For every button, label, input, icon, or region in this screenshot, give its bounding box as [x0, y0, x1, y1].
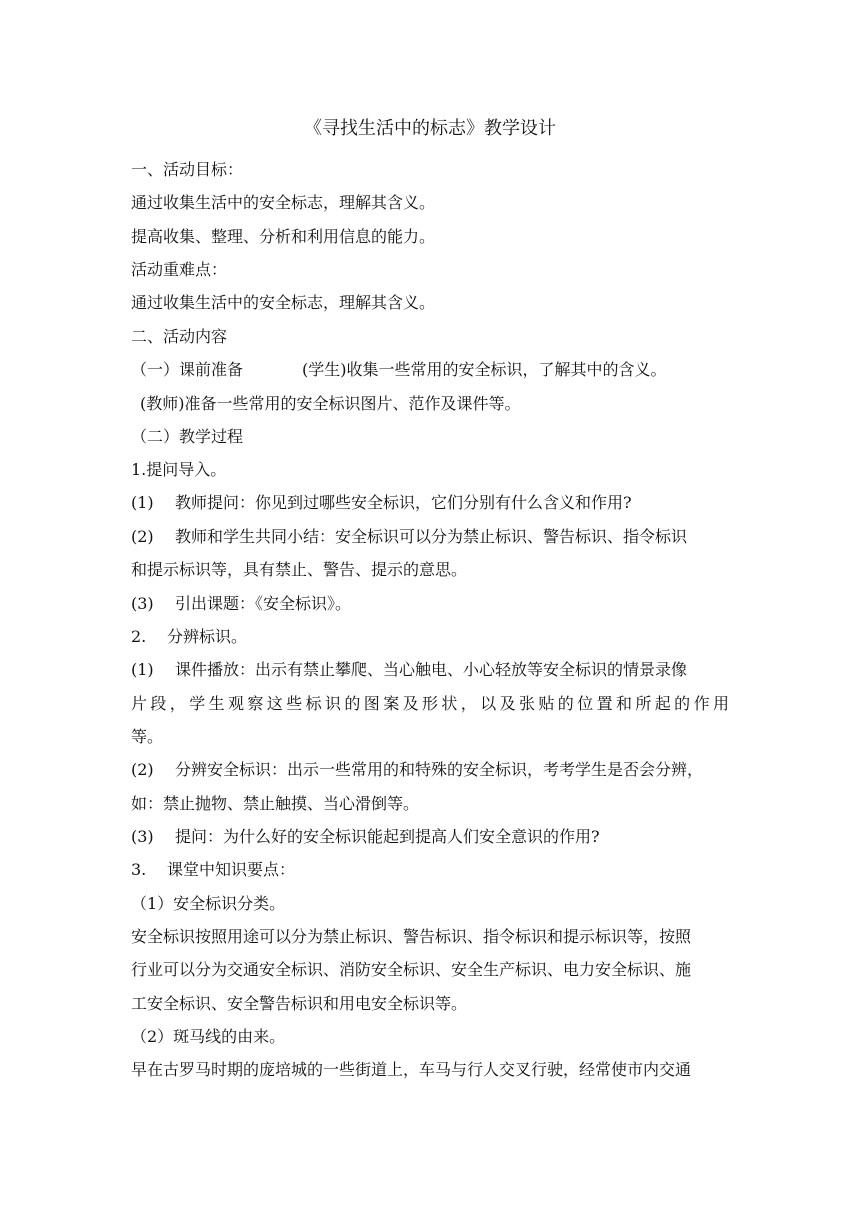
step-heading: 分辨标识。	[167, 627, 248, 646]
item-number: (3)	[131, 594, 154, 613]
paragraph: 通过收集生活中的安全标志，理解其含义。	[131, 293, 436, 312]
document-title: 《寻找生活中的标志》教学设计	[304, 118, 556, 139]
list-item-text: 引出课题：《安全标识》。	[175, 594, 352, 613]
paragraph: 通过收集生活中的安全标志，理解其含义。	[131, 193, 436, 212]
list-item-text-continued: 片段，学生观察这些标识的图案及形状，以及张贴的位置和所起的作用	[131, 694, 729, 713]
step-number: 3.	[131, 860, 147, 879]
section-heading-content: 二、活动内容	[131, 327, 228, 346]
paragraph: 早在古罗马时期的庞培城的一些街道上，车马与行人交叉行驶，经常使市内交通	[131, 1060, 692, 1079]
step-number: 2.	[131, 627, 147, 646]
paragraph: 安全标识按照用途可以分为禁止标识、警告标识、指令标识和提示标识等，按照	[131, 927, 692, 946]
item-number: (1)	[131, 660, 154, 679]
list-item-text: 教师和学生共同小结：安全标识可以分为禁止标识、警告标识、指令标识	[175, 527, 688, 546]
step-heading: 1.提问导入。	[131, 460, 227, 479]
item-number: (3)	[131, 827, 154, 846]
list-item-text-continued: 如：禁止抛物、禁止触摸、当心滑倒等。	[131, 794, 420, 813]
item-number: (1)	[131, 493, 154, 512]
step-heading: 课堂中知识要点：	[167, 860, 296, 879]
subheading-teaching-process: （二）教学过程	[131, 427, 244, 446]
list-item-text: 课件播放：出示有禁止攀爬、当心触电、小心轻放等安全标识的情景录像	[175, 660, 688, 679]
list-item-text: 分辨安全标识：出示一些常用的和特殊的安全标识，考考学生是否会分辨，	[175, 760, 704, 779]
list-item-text-continued: 和提示标识等，具有禁止、警告、提示的意思。	[131, 560, 468, 579]
item-number: (2)	[131, 527, 154, 546]
section-heading-goals: 一、活动目标：	[131, 160, 244, 179]
paragraph: 行业可以分为交通安全标识、消防安全标识、安全生产标识、电力安全标识、施	[131, 960, 692, 979]
paragraph: 工安全标识、安全警告标识和用电安全标识等。	[131, 994, 468, 1013]
paragraph-student-preparation: (学生)收集一些常用的安全标识，了解其中的含义。	[302, 360, 667, 379]
paragraph-teacher-preparation: (教师)准备一些常用的安全标识图片、范作及课件等。	[140, 394, 521, 413]
section-heading-key-points: 活动重难点：	[131, 260, 228, 279]
subheading-zebra-crossing: （2）斑马线的由来。	[131, 1027, 286, 1046]
list-item-text-continued: 等。	[131, 727, 164, 746]
subheading-classification: （1）安全标识分类。	[131, 894, 286, 913]
list-item-text: 提问：为什么好的安全标识能起到提高人们安全意识的作用?	[175, 827, 600, 846]
subheading-preparation: （一）课前准备	[131, 360, 244, 379]
list-item-text: 教师提问：你见到过哪些安全标识，它们分别有什么含义和作用?	[175, 493, 632, 512]
item-number: (2)	[131, 760, 154, 779]
paragraph: 提高收集、整理、分析和利用信息的能力。	[131, 227, 436, 246]
